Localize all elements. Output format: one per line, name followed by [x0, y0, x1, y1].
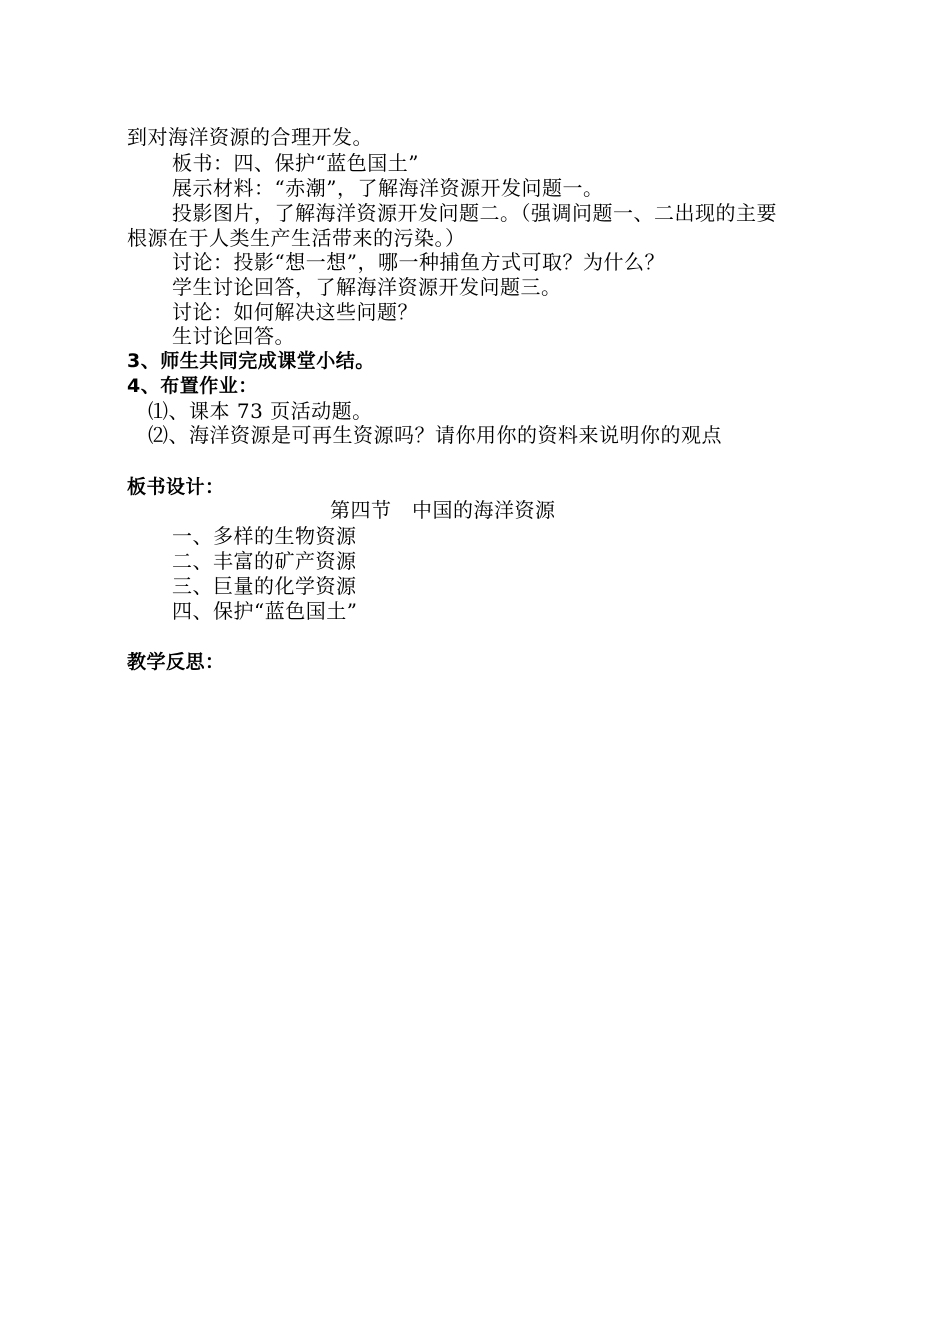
paragraph-line: 学生讨论回答，了解海洋资源开发问题三。	[172, 275, 562, 299]
board-design-item: 一、多样的生物资源	[172, 524, 357, 548]
reflection-heading: 教学反思：	[127, 651, 225, 673]
paragraph-line: 根源在于人类生产生活带来的污染。）	[127, 226, 466, 250]
paragraph-line: 板书：四、保护“蓝色国土”	[172, 151, 419, 175]
paragraph-line: 投影图片，了解海洋资源开发问题二。（强调问题一、二出现的主要	[172, 201, 777, 225]
board-design-item: 二、丰富的矿产资源	[172, 549, 357, 573]
board-design-item: 三、巨量的化学资源	[172, 574, 357, 598]
board-design-item: 四、保护“蓝色国土”	[172, 599, 358, 623]
board-design-heading: 板书设计：	[127, 476, 225, 498]
step-heading-4: 4、布置作业：	[127, 375, 258, 397]
paragraph-line: 展示材料：“赤潮”，了解海洋资源开发问题一。	[172, 176, 604, 200]
homework-item: ⑴、课本 73 页活动题。	[148, 399, 373, 423]
paragraph-line: 讨论：投影“想一想”，哪一种捕鱼方式可取？为什么？	[172, 250, 665, 274]
board-design-title: 第四节 中国的海洋资源	[330, 498, 556, 522]
paragraph-line: 生讨论回答。	[172, 324, 295, 348]
step-heading-3: 3、师生共同完成课堂小结。	[127, 350, 375, 372]
paragraph-line: 到对海洋资源的合理开发。	[127, 125, 373, 149]
homework-item: ⑵、海洋资源是可再生资源吗？请你用你的资料来说明你的观点	[148, 423, 722, 447]
paragraph-line: 讨论：如何解决这些问题？	[172, 300, 418, 324]
